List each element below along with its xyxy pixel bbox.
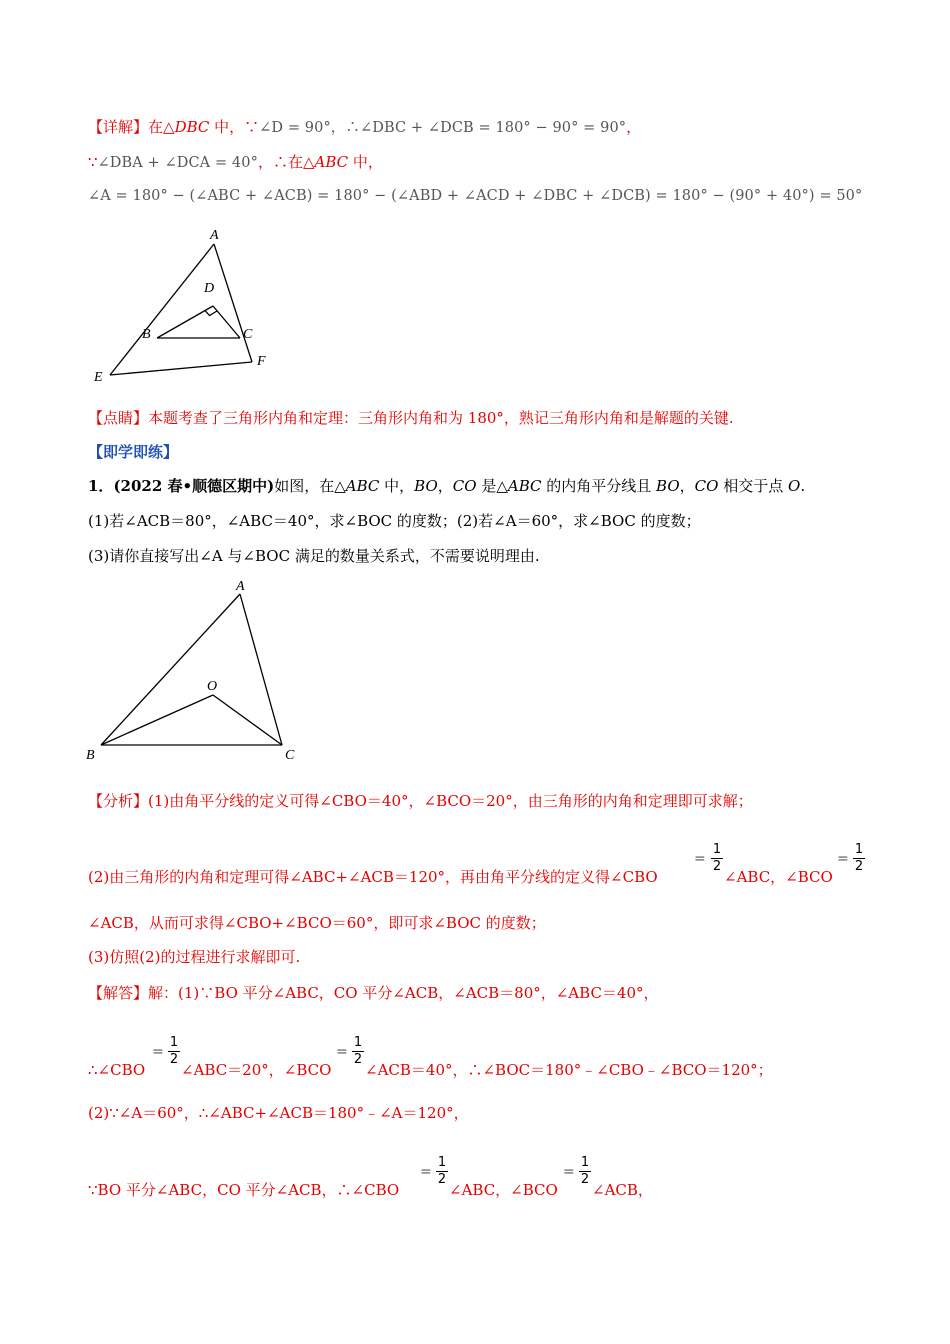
frac-eq-5: = bbox=[420, 1164, 432, 1180]
answer-tag: 【解答】 bbox=[88, 984, 149, 1002]
comment-line: 【点睛】本题考查了三角形内角和定理：三角形内角和为 180°，熟记三角形内角和是解题的关键. bbox=[88, 409, 734, 427]
fraction-half-2: 1 2 bbox=[854, 842, 864, 874]
comment-tag: 【点睛】 bbox=[88, 409, 149, 427]
fraction-half-4: 1 2 bbox=[353, 1035, 363, 1067]
detail-line-2: ∵∠DBA + ∠DCA = 40°，∴在△ABC 中， bbox=[88, 153, 383, 171]
answer-line-2c: ∠ACB＝40°，∴∠BOC＝180°﹣∠CBO﹣∠BCO＝120°； bbox=[365, 1061, 773, 1079]
frac-eq-6: = bbox=[563, 1164, 575, 1180]
fraction-half-5: 1 2 bbox=[437, 1155, 447, 1187]
fig2-label-a: A bbox=[236, 579, 245, 594]
answer-line-2b: ∠ABC＝20°，∠BCO bbox=[181, 1061, 332, 1079]
practice-tag: 【即学即练】 bbox=[88, 443, 179, 461]
answer-line-4c: ∠ACB， bbox=[592, 1181, 653, 1199]
fraction-half-6: 1 2 bbox=[580, 1155, 590, 1187]
analysis-line-2a: (2)由三角形的内角和定理可得∠ABC+∠ACB＝120°，再由角平分线的定义得∠CBO bbox=[88, 868, 658, 886]
detail-math-1: ∠D = 90°，∴∠DBC + ∠DCB = 180° − 90° = 90° bbox=[259, 120, 627, 136]
fig2-label-c: C bbox=[285, 748, 295, 763]
question-1-parts-1-2: (1)若∠ACB＝80°，∠ABC＝40°，求∠BOC 的度数；(2)若∠A＝60°，求∠BOC 的度数； bbox=[88, 512, 701, 530]
frac-eq-3: = bbox=[152, 1044, 164, 1060]
analysis-line-2b: ∠ABC，∠BCO bbox=[724, 868, 833, 886]
frac-eq-1: = bbox=[694, 851, 706, 867]
answer-line-3: (2)∵∠A＝60°，∴∠ABC+∠ACB＝180°﹣∠A＝120°， bbox=[88, 1104, 469, 1122]
question-1-line: 1．(2022 春•顺德区期中)如图，在△ABC 中，BO，CO 是△ABC 的内角平分线且 BO，CO 相交于点 O. bbox=[88, 477, 806, 495]
fig1-label-b: B bbox=[142, 327, 151, 342]
fig1-label-c: C bbox=[243, 327, 253, 342]
detail-tag: 【详解】 bbox=[88, 118, 149, 136]
detail-math-2: ∠DBA + ∠DCA = 40° bbox=[97, 155, 258, 171]
answer-line-4a: ∵BO 平分∠ABC，CO 平分∠ACB，∴∠CBO bbox=[88, 1181, 400, 1199]
fig1-label-f: F bbox=[257, 354, 266, 369]
fig2-label-o: O bbox=[207, 679, 218, 694]
frac-eq-4: = bbox=[336, 1044, 348, 1060]
answer-line-1: 【解答】解：(1)∵BO 平分∠ABC，CO 平分∠ACB，∠ACB＝80°，∠ABC＝40°， bbox=[88, 984, 659, 1002]
analysis-line-4: (3)仿照(2)的过程进行求解即可. bbox=[88, 948, 301, 966]
fraction-half-1: 1 2 bbox=[712, 842, 722, 874]
analysis-line-1: 【分析】(1)由角平分线的定义可得∠CBO＝40°，∠BCO＝20°，由三角形的内角和定理即可求解； bbox=[88, 792, 753, 810]
fig1-label-a: A bbox=[210, 228, 219, 243]
analysis-line-3: ∠ACB，从而可求得∠CBO+∠BCO＝60°，即可求∠BOC 的度数； bbox=[88, 914, 546, 932]
fraction-half-3: 1 2 bbox=[169, 1035, 179, 1067]
detail-math-3: ∠A = 180° − (∠ABC + ∠ACB) = 180° − (∠ABD + ∠ACD + ∠DBC + ∠DCB) = 180° − (90° + 40°) = 50° bbox=[88, 188, 863, 204]
frac-eq-2: = bbox=[837, 851, 849, 867]
detail-line-1: 【详解】在△DBC 中，∵∠D = 90°，∴∠DBC + ∠DCB = 180° − 90° = 90°， bbox=[88, 118, 642, 136]
answer-line-4b: ∠ABC，∠BCO bbox=[449, 1181, 558, 1199]
question-source: (2022 春•顺德区期中) bbox=[113, 477, 275, 495]
analysis-tag: 【分析】 bbox=[88, 792, 149, 810]
answer-line-2a: ∴∠CBO bbox=[88, 1061, 146, 1079]
fig1-label-d: D bbox=[204, 281, 215, 296]
question-1-part-3: (3)请你直接写出∠A 与∠BOC 满足的数量关系式，不需要说明理由. bbox=[88, 547, 540, 565]
fig1-label-e: E bbox=[94, 370, 103, 385]
fig2-label-b: B bbox=[86, 748, 95, 763]
